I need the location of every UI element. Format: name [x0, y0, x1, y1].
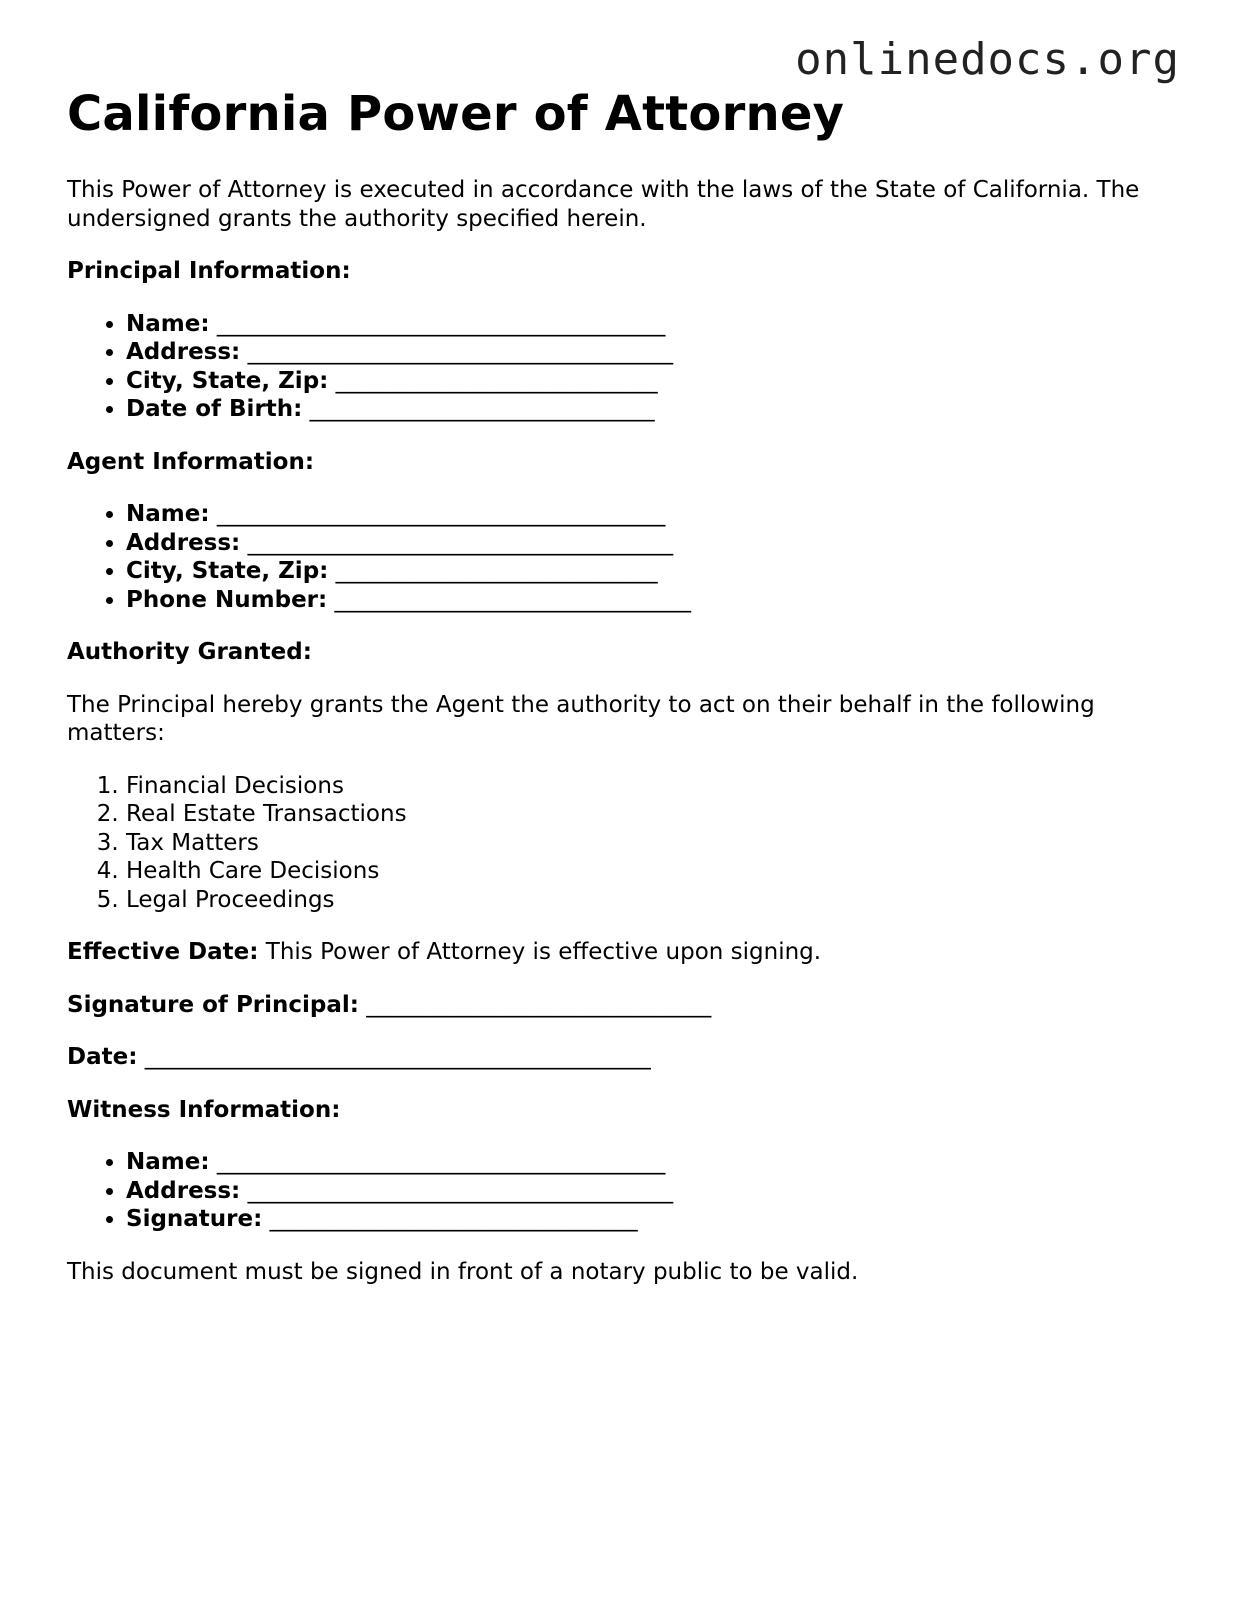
principal-signature	[67, 991, 1167, 1020]
signature-label: Signature of Principal:	[67, 991, 359, 1018]
authority-item: 5. Legal Proceedings	[126, 886, 1167, 915]
field-label: Address:	[126, 529, 241, 556]
agent-heading: Agent Information:	[67, 448, 315, 475]
field-label: Name:	[126, 1149, 210, 1175]
witness-fields	[67, 1148, 1167, 1234]
agent-phone-field	[126, 586, 1167, 615]
authority-heading: Authority Granted:	[67, 639, 312, 665]
blank-line[interactable]: _____________________________________	[247, 1177, 674, 1204]
witness-heading: Witness Information:	[67, 1096, 341, 1123]
agent-name-field	[126, 500, 1167, 529]
principal-dob-field	[126, 395, 1167, 424]
blank-line[interactable]: _____________________________________	[247, 339, 674, 365]
blank-line[interactable]: _______________________________	[334, 586, 692, 613]
date-blank-line[interactable]: ____________________________________________	[144, 1044, 651, 1070]
field-label: Phone Number:	[126, 586, 328, 613]
date-line	[67, 1043, 1167, 1072]
blank-line[interactable]: _______________________________________	[216, 1149, 666, 1175]
blank-line[interactable]: ____________________________	[335, 558, 658, 584]
document-body	[67, 82, 1167, 1286]
witness-name-field	[126, 1148, 1167, 1177]
principal-fields	[67, 310, 1167, 424]
effective-date	[67, 938, 1167, 967]
field-label: Date of Birth:	[126, 396, 303, 422]
witness-signature-field	[126, 1205, 1167, 1234]
field-label: City, State, Zip:	[126, 367, 329, 394]
date-label: Date:	[67, 1044, 138, 1070]
agent-city-state-zip-field	[126, 557, 1167, 586]
watermark: onlinedocs.org	[795, 34, 1180, 85]
principal-city-state-zip-field	[126, 367, 1167, 396]
effective-date-label: Effective Date:	[67, 939, 259, 965]
field-label: Name:	[126, 501, 210, 527]
authority-item: 2. Real Estate Transactions	[126, 800, 1167, 829]
field-label: Name:	[126, 310, 210, 337]
blank-line[interactable]: ______________________________	[309, 396, 655, 422]
effective-date-text: This Power of Attorney is effective upon signing.	[258, 939, 822, 965]
authority-item: 1. Financial Decisions	[126, 772, 1167, 801]
page-title: California Power of Attorney	[67, 86, 845, 142]
blank-line[interactable]: ________________________________	[269, 1206, 638, 1232]
authority-item: 4. Health Care Decisions	[126, 857, 1167, 886]
notary-notice: This document must be signed in front of a notary public to be valid.	[67, 1258, 859, 1285]
blank-line[interactable]: _______________________________________	[216, 310, 666, 337]
field-label: Address:	[126, 1177, 241, 1204]
agent-fields	[67, 500, 1167, 614]
authority-list	[67, 772, 1167, 915]
principal-name-field	[126, 310, 1167, 339]
authority-paragraph: The Principal hereby grants the Agent the authority to act on their behalf in the following matters:	[67, 691, 1095, 746]
intro-paragraph: This Power of Attorney is executed in accordance with the laws of the State of California. The undersigned grants the authority specified herein.	[67, 177, 1140, 232]
authority-item: 3. Tax Matters	[126, 829, 1167, 858]
witness-address-field	[126, 1177, 1167, 1206]
field-label: Signature:	[126, 1206, 263, 1232]
principal-heading: Principal Information:	[67, 258, 351, 284]
signature-blank-line[interactable]: ______________________________	[366, 991, 712, 1018]
blank-line[interactable]: ____________________________	[335, 367, 658, 394]
field-label: City, State, Zip:	[126, 558, 329, 584]
blank-line[interactable]: _______________________________________	[216, 501, 666, 527]
agent-address-field	[126, 529, 1167, 558]
blank-line[interactable]: _____________________________________	[247, 529, 674, 556]
field-label: Address:	[126, 339, 241, 365]
principal-address-field	[126, 338, 1167, 367]
